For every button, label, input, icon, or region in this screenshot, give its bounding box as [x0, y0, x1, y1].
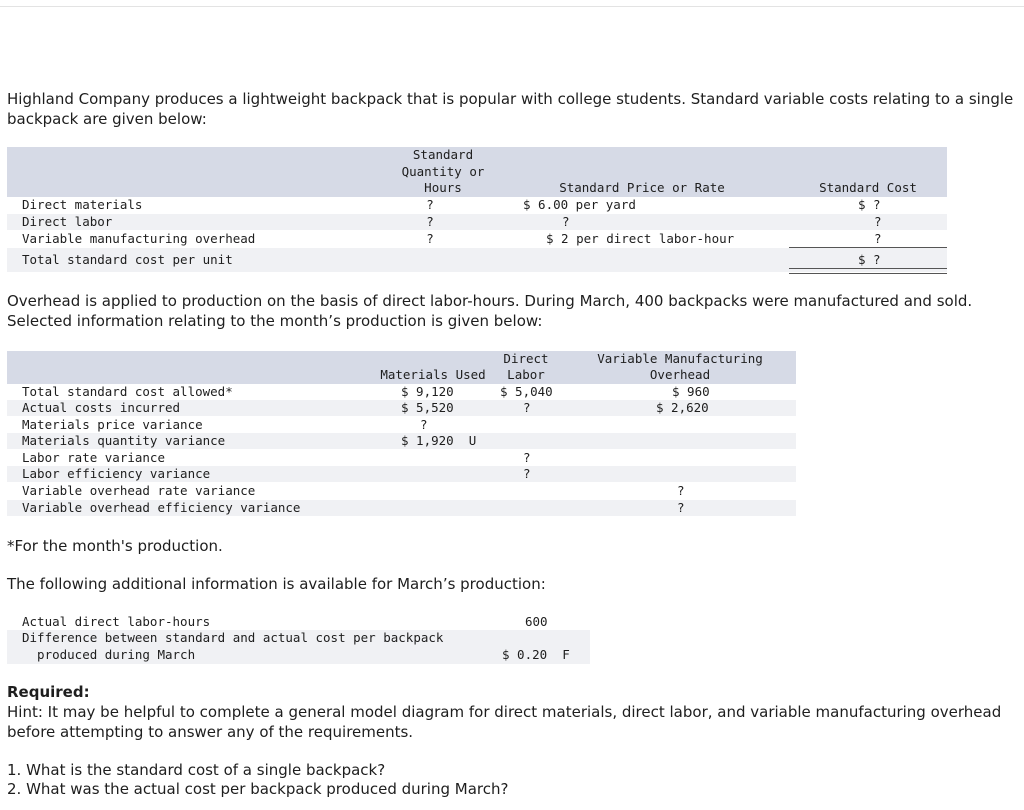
hint-paragraph: Hint: It may be helpful to complete a general model diagram for direct materials, direct labor, and variable manufacturing overhead before attempting to answer any of the requirements. — [7, 703, 1002, 741]
row-labor: $ 5,040 — [500, 384, 553, 399]
actual-labor-hours-label: Actual direct labor-hours — [22, 614, 211, 629]
required-heading: Required: — [7, 683, 90, 701]
actual-labor-hours-value: 600 — [525, 614, 548, 629]
row-materials: $ 9,120 — [401, 384, 454, 399]
row-label-variable-overhead-efficiency-variance: Variable overhead efficiency variance — [22, 500, 301, 515]
subtotal-rule — [789, 247, 947, 248]
row-overhead: ? — [677, 483, 685, 498]
total-double-rule — [789, 268, 947, 274]
row-label-direct-labor: Direct labor — [22, 214, 113, 229]
row-label-actual-costs: Actual costs incurred — [22, 400, 181, 415]
row-cost: ? — [874, 214, 882, 229]
row-cost: $ ? — [858, 197, 881, 212]
row-overhead: $ 960 — [672, 384, 710, 399]
row-label-variable-overhead-rate-variance: Variable overhead rate variance — [22, 483, 256, 498]
header-overhead-line2: Overhead — [649, 367, 711, 382]
header-qty-line3: Hours — [424, 180, 462, 195]
row-materials: $ 1,920 U — [401, 433, 477, 448]
row-overhead: $ 2,620 — [656, 400, 709, 415]
header-direct-labor-line1: Direct — [503, 351, 549, 366]
overhead-paragraph: Overhead is applied to production on the basis of direct labor-hours. During March, 400 backpacks were manufactured and sold. Selected information relating to the month’s production is given below: — [7, 292, 973, 330]
row-label-materials-price-variance: Materials price variance — [22, 417, 203, 432]
footnote: *For the month's production. — [7, 537, 223, 555]
row-label-direct-materials: Direct materials — [22, 197, 143, 212]
header-qty-line1: Standard — [412, 147, 474, 162]
row-materials: ? — [420, 417, 428, 432]
row-price: $ 6.00 per yard — [523, 197, 636, 212]
question-2: 2. What was the actual cost per backpack produced during March? — [7, 780, 509, 798]
row-labor: ? — [523, 466, 531, 481]
row-label-materials-quantity-variance: Materials quantity variance — [22, 433, 226, 448]
row-labor: ? — [523, 450, 531, 465]
header-price: Standard Price or Rate — [559, 180, 725, 195]
top-divider — [0, 6, 1024, 7]
row-cost: ? — [874, 231, 882, 246]
cost-difference-label-line1: Difference between standard and actual cost per backpack — [22, 630, 444, 645]
row-cost-total: $ ? — [858, 252, 881, 267]
row-overhead: ? — [677, 500, 685, 515]
row-qty: ? — [426, 197, 434, 212]
row-label-total: Total standard cost per unit — [22, 252, 233, 267]
row-price: $ 2 per direct labor-hour — [546, 231, 735, 246]
row-label-labor-efficiency-variance: Labor efficiency variance — [22, 466, 211, 481]
cost-difference-value: $ 0.20 F — [502, 647, 570, 662]
row-label-labor-rate-variance: Labor rate variance — [22, 450, 165, 465]
row-label-total-standard-cost-allowed: Total standard cost allowed* — [22, 384, 233, 399]
intro-paragraph: Highland Company produces a lightweight backpack that is popular with college students. Standard variable costs relating to a single backpack are given below: — [7, 90, 1014, 128]
header-materials-used: Materials Used — [380, 367, 486, 382]
header-direct-labor-line2: Labor — [507, 367, 545, 382]
row-materials: $ 5,520 — [401, 400, 454, 415]
header-overhead-line1: Variable Manufacturing — [597, 351, 763, 366]
header-qty-line2: Quantity or — [401, 164, 485, 179]
question-1: 1. What is the standard cost of a single backpack? — [7, 761, 386, 779]
cost-difference-label-line2: produced during March — [22, 647, 196, 662]
row-price: ? — [562, 214, 570, 229]
row-qty: ? — [426, 214, 434, 229]
row-label-variable-overhead: Variable manufacturing overhead — [22, 231, 256, 246]
row-qty: ? — [426, 231, 434, 246]
row-labor: ? — [523, 400, 531, 415]
additional-info-paragraph: The following additional information is available for March’s production: — [7, 575, 546, 593]
header-cost: Standard Cost — [819, 180, 917, 195]
